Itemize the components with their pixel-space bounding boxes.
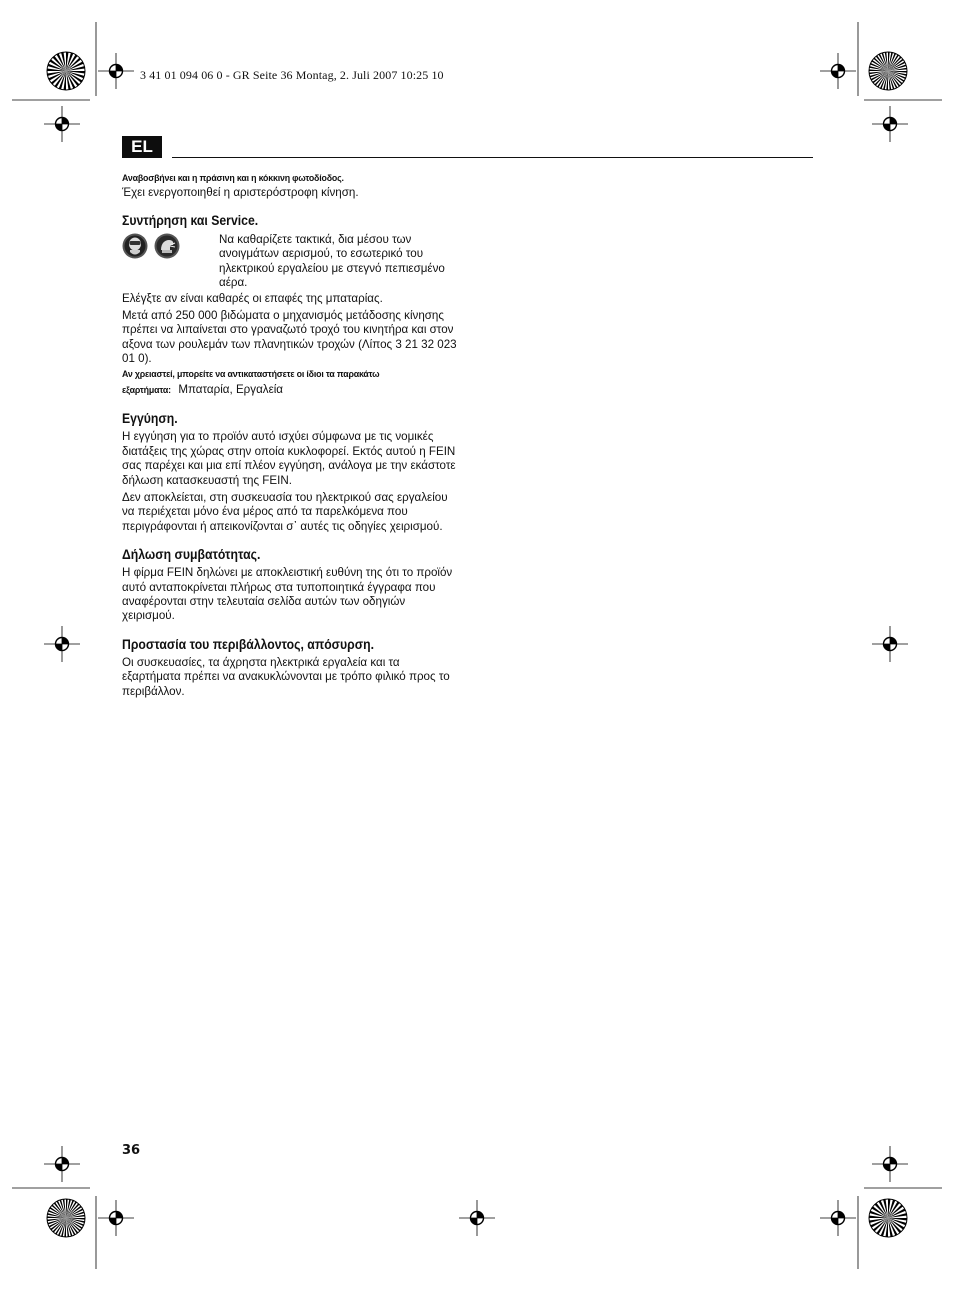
color-bar-target-tl [47,52,85,90]
starburst-segment [47,1216,66,1218]
warranty-heading: Εγγύηση. [122,411,178,427]
face-protection-icon [122,233,148,259]
warranty-text-1: Η εγγύηση για το προϊόν αυτό ισχύει σύμφωνα με τις νομικές διατάξεις της χώρας στην οποία κυκλοφορεί. Εκτός αυτού η FEIN σας παρέχει και μια επί πλέον εγγύηση, ανάλογα με την εκάστοτε δήλωση κατασκευαστή της FEIN. [122,430,456,487]
header-rule [172,157,813,158]
maintenance-heading: Συντήρηση και Service. [122,212,259,228]
environment-text: Οι συσκευασίες, τα άχρηστα ηλεκτρικά εργαλεία και τα εξαρτήματα πρέπει να ανακυκλώνονται με τρόπο φιλικό προς το περιβάλλον. [122,655,450,698]
replaceable-parts-label-2: εξαρτήματα: [122,384,171,396]
battery-contacts-text: Ελέγξτε αν είναι καθαρές οι επαφές της μπαταρίας. [122,292,383,306]
registration-mark [820,53,856,89]
print-slug: 3 41 01 094 06 0 - GR Seite 36 Montag, 2. Juli 2007 10:25 10 [140,68,444,82]
registration-mark [872,1146,908,1182]
language-badge: EL [122,136,162,158]
intro-text: Έχει ενεργοποιηθεί η αριστερόστροφη κίνηση. [122,186,359,200]
lubrication-text: Μετά από 250 000 βιδώματα ο μηχανισμός μετάδοσης κίνησης πρέπει να λιπαίνεται στο γραναζωτό τροχό του κινητήρα και στον αξονα των ρουλεμάν των πλανητικών τροχών (Λίπος 3 21 32 023 01 0). [122,308,457,366]
color-bar-target-bl [47,1199,85,1237]
starburst-segment [66,1218,85,1220]
registration-mark [44,1146,80,1182]
page-number: 36 [122,1143,141,1158]
starburst-segment [888,52,890,71]
cleaning-instruction: Να καθαρίζετε τακτικά, δια μέσου των ανοιγμάτων αερισμού, το εσωτερικό του ηλεκτρικού εργαλείου με στεγνό πεπιεσμένο αέρα. [219,232,445,290]
color-bar-target-br [869,1199,907,1237]
maintenance-icons [122,233,219,259]
color-bar-target-tr [869,52,907,90]
starburst-segment [66,1199,68,1218]
starburst-segment [64,1218,66,1237]
registration-mark [872,106,908,142]
registration-mark [98,1200,134,1236]
compressed-air-icon [154,233,180,259]
replaceable-parts-label: Αν χρειαστεί, μπορείτε να αντικαταστήσετε οι ίδιοι τα παρακάτω [122,369,380,381]
warranty-text-2: Δεν αποκλείεται, στη συσκευασία του ηλεκτρικού σας εργαλείου να περιέχεται μόνο ένα μέρος από τα παρελκόμενα που περιγράφονται ή απεικονίζονται σ᾽ αυτές τις οδηγίες χειρισμού. [122,490,448,533]
page-content [122,172,458,699]
starburst-segment [886,71,888,90]
registration-mark [872,626,908,662]
conformity-text: Η φίρμα FEIN δηλώνει με αποκλειστική ευθύνη της ότι το προϊόν αυτό ανταποκρίνεται πλήρως στα τυποποιητικά έγγραφα που αναφέρονται στην τελευταία σελίδα αυτών των οδηγιών χειρισμού. [122,566,453,623]
replaceable-parts-line [122,383,458,398]
conformity-heading: Δήλωση συμβατότητας. [122,547,261,563]
registration-mark [820,1200,856,1236]
registration-mark [459,1200,495,1236]
replaceable-parts-list: Μπαταρία, Εργαλεία [175,382,284,396]
starburst-segment [888,71,907,73]
starburst-segment [869,69,888,71]
registration-mark [98,53,134,89]
led-status-note: Αναβοσβήνει και η πράσινη και η κόκκινη φωτοδίοδος. [122,173,344,184]
registration-mark [44,626,80,662]
maintenance-icon-row [122,233,458,291]
environment-heading: Προστασία του περιβάλλοντος, απόσυρση. [122,636,374,652]
registration-mark [44,106,80,142]
